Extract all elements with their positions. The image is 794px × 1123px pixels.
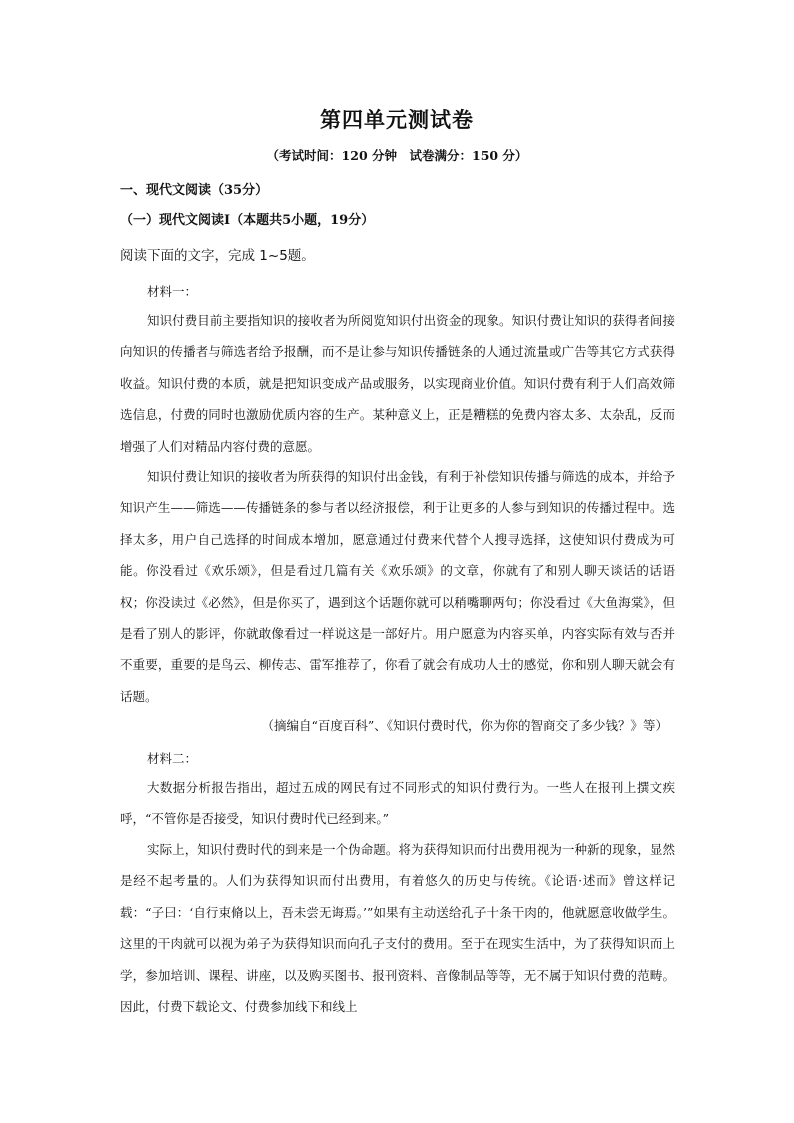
section-heading: 一、现代文阅读（35分）: [120, 183, 269, 198]
material-one-paragraph-2: 知识付费让知识的接收者为所获得的知识付出金钱，有利于补偿知识传播与筛选的成本，并给予知识产生——筛选——传播链条的参与者以经济报偿，利于让更多的人参与到知识的传播过程中。选择太多，用户自己选择的时间成本增加，愿意通过付费来代替个人搜寻选择，这使知识付费成为可能。你没看过《欢乐颂》，但是看过几篇有关《欢乐颂》的文章，你就有了和别人聊天谈话的话语权；你没读过《必然》，但是你买了，遇到这个话题你就可以稍嘴聊两句；你没看过《大鱼海棠》，但是看了别人的影评，你就敢像看过一样说这是一部好片。用户愿意为内容买单，内容实际有效与否并不重要，重要的是鸟云、柳传志、雷军推荐了，你看了就会有成功人士的感觉，你和别人聊天就会有话题。: [120, 469, 675, 704]
material-two-paragraph-1: 大数据分析报告指出，超过五成的网民有过不同形式的知识付费行为。一些人在报刊上撰文疾呼，“不管你是否接受，知识付费时代已经到来。”: [120, 780, 675, 827]
subsection-heading: （一）现代文阅读Ⅰ（本题共5小题，19分）: [120, 213, 375, 228]
material-one-source: （摘编自“百度百科”、《知识付费时代，你为你的智商交了多少钱？》等）: [261, 718, 668, 733]
material-one-paragraph-1: 知识付费目前主要指知识的接收者为所阅览知识付出资金的现象。知识付费让知识的获得者间接向知识的传播者与筛选者给予报酬，而不是让参与知识传播链条的人通过流量或广告等其它方式获得收益。知识付费的本质，就是把知识变成产品或服务，以实现商业价值。知识付费有利于人们高效筛选信息，付费的同时也激励优质内容的生产。某种意义上，正是糟糕的免费内容太多、太杂乱，反而增强了人们对精品内容付费的意愿。: [120, 313, 675, 454]
exam-title: 第四单元测试卷: [320, 107, 474, 132]
material-one-label: 材料一：: [147, 284, 198, 299]
exam-info: （考试时间：120 分钟 试卷满分：150 分）: [266, 148, 528, 163]
material-two-label: 材料二：: [147, 751, 198, 766]
reading-instruction: 阅读下面的文字，完成 1~5题。: [120, 248, 315, 264]
material-two-paragraph-2: 实际上，知识付费时代的到来是一个伪命题。将为获得知识而付出费用视为一种新的现象，显然是经不起考量的。人们为获得知识而付出费用，有着悠久的历史与传统。《论语·述而》曾这样记载：“子曰：‘自行束脩以上，吾未尝无诲焉。’”如果有主动送给孔子十条干肉的，他就愿意收做学生。这里的干肉就可以视为弟子为获得知识而向孔子支付的费用。至于在现实生活中，为了获得知识而上学，参加培训、课程、讲座，以及购买图书、报刊资料、音像制品等等，无不属于知识付费的范畴。因此，付费下载论文、付费参加线下和线上: [120, 842, 675, 1015]
